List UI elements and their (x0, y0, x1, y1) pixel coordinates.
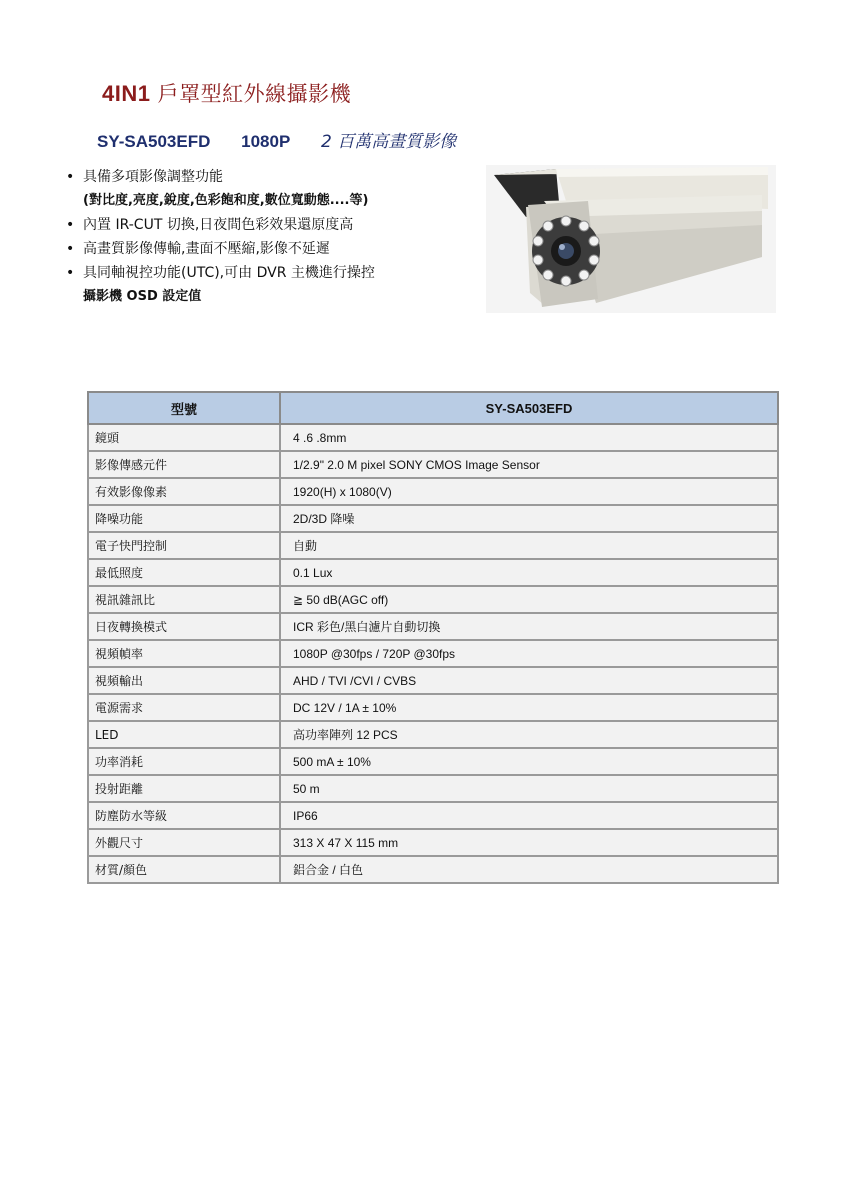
feature-item: • 具同軸視控功能(UTC),可由 DVR 主機進行操控 攝影機 OSD 設定值 (66, 261, 375, 309)
spec-value: ICR 彩色/黑白濾片自動切換 (280, 613, 778, 640)
feature-item: • 內置 IR-CUT 切換,日夜間色彩效果還原度高 (66, 213, 375, 237)
spec-label: 材質/顏色 (88, 856, 280, 883)
spec-header-row (88, 392, 778, 424)
table-row (88, 748, 778, 775)
spec-value: 1/2.9" 2.0 M pixel SONY CMOS Image Sensor (280, 451, 778, 478)
table-row (88, 694, 778, 721)
spec-value: 50 m (280, 775, 778, 802)
table-row (88, 802, 778, 829)
table-row (88, 478, 778, 505)
resolution-description: 2 百萬高畫質影像 (321, 132, 457, 152)
feature-item: • 高畫質影像傳輸,畫面不壓縮,影像不延遲 (66, 237, 375, 261)
spec-label: 視頻輸出 (88, 667, 280, 694)
table-row (88, 559, 778, 586)
camera-product-image (486, 165, 776, 313)
feature-list (66, 165, 375, 309)
spec-value: 鋁合金 / 白色 (280, 856, 778, 883)
spec-label: 視頻幀率 (88, 640, 280, 667)
product-subtitle (97, 127, 456, 152)
spec-value: 2D/3D 降噪 (280, 505, 778, 532)
title-text: 戶罩型紅外線攝影機 (157, 82, 352, 106)
table-row (88, 613, 778, 640)
feature-item: • 具備多項影像調整功能 (對比度,亮度,銳度,色彩飽和度,數位寬動態....等) (66, 165, 375, 213)
spec-value: AHD / TVI /CVI / CVBS (280, 667, 778, 694)
spec-value: 313 X 47 X 115 mm (280, 829, 778, 856)
table-row (88, 721, 778, 748)
page-title (102, 78, 351, 108)
table-row (88, 532, 778, 559)
spec-value: ≧ 50 dB(AGC off) (280, 586, 778, 613)
spec-label: 電源需求 (88, 694, 280, 721)
spec-value: 1080P @30fps / 720P @30fps (280, 640, 778, 667)
spec-label: 防塵防水等級 (88, 802, 280, 829)
spec-value: 500 mA ± 10% (280, 748, 778, 775)
title-brand: 4IN1 (102, 81, 151, 106)
spec-value: 1920(H) x 1080(V) (280, 478, 778, 505)
table-row (88, 640, 778, 667)
spec-label: 鏡頭 (88, 424, 280, 451)
table-row (88, 505, 778, 532)
spec-label: 最低照度 (88, 559, 280, 586)
spec-value: 4 .6 .8mm (280, 424, 778, 451)
spec-value: 自動 (280, 532, 778, 559)
table-row (88, 586, 778, 613)
spec-label: 投射距離 (88, 775, 280, 802)
table-row (88, 829, 778, 856)
resolution: 1080P (241, 132, 291, 151)
spec-value: 高功率陣列 12 PCS (280, 721, 778, 748)
spec-label: 外觀尺寸 (88, 829, 280, 856)
table-row (88, 451, 778, 478)
spec-label: 功率消耗 (88, 748, 280, 775)
table-row (88, 424, 778, 451)
spec-value: DC 12V / 1A ± 10% (280, 694, 778, 721)
spec-label: 視訊雜訊比 (88, 586, 280, 613)
table-row (88, 775, 778, 802)
header-model-value: SY-SA503EFD (280, 392, 778, 424)
model-number: SY-SA503EFD (97, 132, 211, 151)
spec-table (87, 391, 779, 884)
table-row (88, 667, 778, 694)
spec-value: IP66 (280, 802, 778, 829)
spec-label: 影像傳感元件 (88, 451, 280, 478)
header-model-label: 型號 (88, 392, 280, 424)
spec-label: LED (88, 721, 280, 748)
spec-label: 電子快門控制 (88, 532, 280, 559)
spec-label: 降噪功能 (88, 505, 280, 532)
table-row (88, 856, 778, 883)
spec-label: 日夜轉換模式 (88, 613, 280, 640)
spec-value: 0.1 Lux (280, 559, 778, 586)
spec-label: 有效影像像素 (88, 478, 280, 505)
